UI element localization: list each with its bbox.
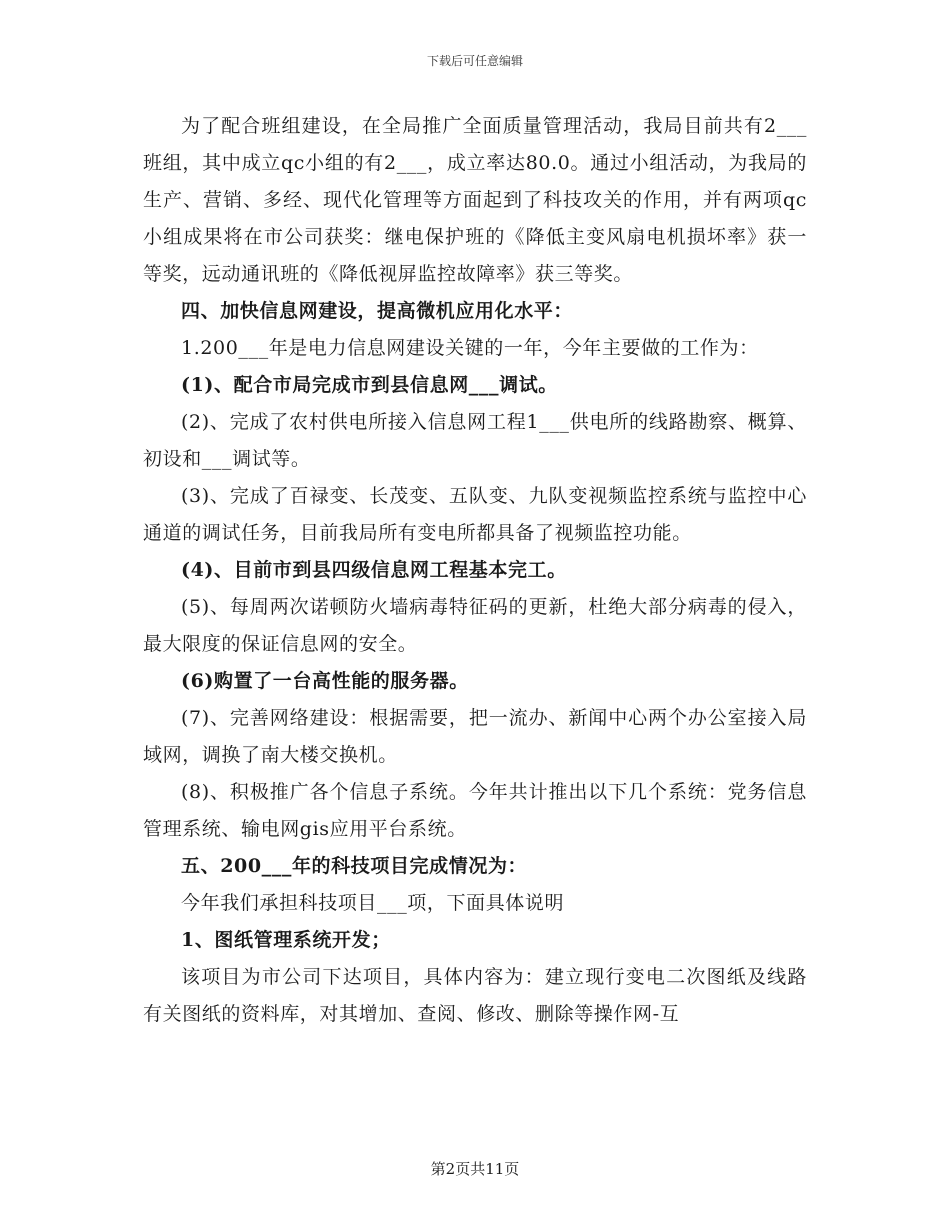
list-item-1: (1)、配合市局完成市到县信息网___调试。 <box>181 374 558 396</box>
paragraph-project-1-details: 该项目为市公司下达项目，具体内容为：建立现行变电二次图纸及线路有关图纸的资料库，对其增加、查阅、修改、删除等操作网-互 <box>143 966 807 1025</box>
paragraph-projects-intro: 今年我们承担科技项目___项，下面具体说明 <box>181 892 565 914</box>
list-item-6: (6)购置了一台高性能的服务器。 <box>181 670 469 692</box>
list-item-3: (3)、完成了百禄变、长茂变、五队变、九队变视频监控系统与监控中心通道的调试任务，目前我局所有变电所都具备了视频监控功能。 <box>143 485 807 544</box>
heading-section-four: 四、加快信息网建设，提高微机应用化水平： <box>181 300 574 322</box>
page-number: 第2页共11页 <box>430 1160 520 1178</box>
list-item-4: (4)、目前市到县四级信息网工程基本完工。 <box>181 559 567 581</box>
paragraph-qc-groups: 为了配合班组建设，在全局推广全面质量管理活动，我局目前共有2___班组，其中成立qc小组的有2___，成立率达80.0。通过小组活动，为我局的生产、营销、多经、现代化管理等方面起到了科技攻关的作用，并有两项qc小组成果将在市公司获奖：继电保护班的《降低主变风扇电机损坏率》获一等奖，远动通讯班的《降低视屏监控故障率》获三等奖。 <box>143 115 807 285</box>
list-item-5: (5)、每周两次诺顿防火墙病毒特征码的更新，杜绝大部分病毒的侵入，最大限度的保证信息网的安全。 <box>143 596 807 655</box>
paragraph-item-1: 1.200___年是电力信息网建设关键的一年，今年主要做的工作为： <box>181 337 759 359</box>
list-item-7: (7)、完善网络建设：根据需要，把一流办、新闻中心两个办公室接入局域网，调换了南大楼交换机。 <box>143 707 807 766</box>
heading-section-five: 五、200___年的科技项目完成情况为： <box>181 855 528 877</box>
document-body <box>143 108 807 1033</box>
list-item-8: (8)、积极推广各个信息子系统。今年共计推出以下几个系统：党务信息管理系统、输电网gis应用平台系统。 <box>143 781 807 840</box>
heading-project-1: 1、图纸管理系统开发； <box>181 929 391 951</box>
list-item-2: (2)、完成了农村供电所接入信息网工程1___供电所的线路勘察、概算、初设和___调试等。 <box>143 411 807 470</box>
page-header-note: 下载后可任意编辑 <box>426 54 523 68</box>
